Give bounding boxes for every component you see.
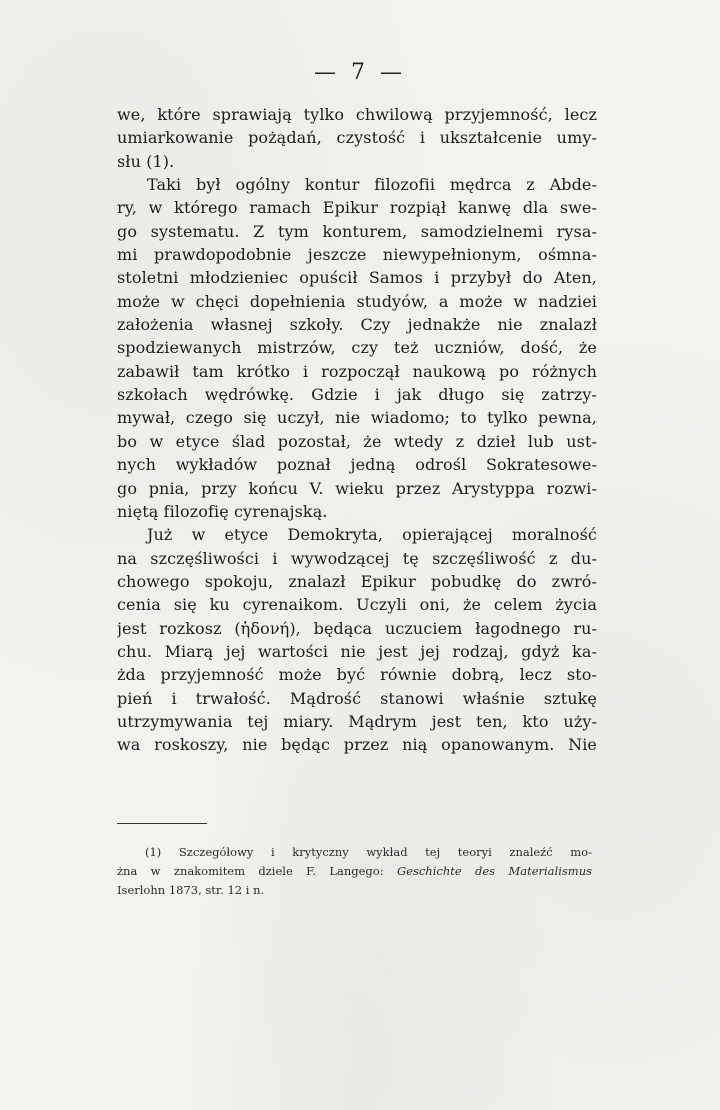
text-line: Taki był ogólny kontur filozofii mędrca z Abde- [147, 175, 597, 195]
footnote-line: (1) Szczegółowy i krytyczny wykład tej teoryi znaleźć mo- [145, 845, 592, 859]
text-line: go pnia, przy końcu V. wieku przez Arystyppa rozwi- [117, 478, 597, 498]
page-number: — 7 — [314, 60, 406, 85]
text-line: żda przyjemność może być równie dobrą, lecz sto- [117, 665, 597, 685]
text-line: ry, w którego ramach Epikur rozpiął kanwę dla swe- [117, 198, 597, 218]
main-text [117, 103, 597, 757]
text-line: założenia własnej szkoły. Czy jednakże nie znalazł [117, 315, 597, 335]
text-line: spodziewanych mistrzów, czy też uczniów, dość, że [117, 338, 597, 358]
text-line: mi prawdopodobnie jeszcze niewypełnionym, ośmna- [117, 245, 597, 265]
text-line: szkołach wędrówkę. Gdzie i jak długo się zatrzy- [117, 385, 597, 405]
text-line: cenia się ku cyrenaikom. Uczyli oni, że celem życia [117, 595, 597, 615]
text-line: pień i trwałość. Mądrość stanowi właśnie sztukę [117, 688, 597, 708]
footnote-book-title: Geschichte des Materialismus [396, 864, 592, 878]
text-line: we, które sprawiają tylko chwilową przyjemność, lecz [117, 105, 597, 124]
text-line: chu. Miarą jej wartości nie jest jej rodzaj, gdyż ka- [117, 641, 597, 661]
text-line: chowego spokoju, znalazł Epikur pobudkę do zwró- [117, 571, 597, 591]
footnote-line [117, 862, 592, 881]
text-line: mywał, czego się uczył, nie wiadomo; to tylko pewna, [117, 408, 597, 428]
footnote-divider [117, 823, 207, 824]
text-line: umiarkowanie pożądań, czystość i ukształcenie umy- [117, 128, 597, 148]
text-line: bo w etyce ślad pozostał, że wtedy z dzieł lub ust- [117, 431, 597, 451]
text-line: słu (1). [117, 151, 175, 171]
text-line: zabawił tam krótko i rozpoczął naukową po różnych [117, 361, 597, 381]
text-line: Już w etyce Demokryta, opierającej moralność [147, 525, 597, 545]
footnote-text: żna w znakomitem dziele F. Langego: [117, 864, 384, 878]
footnote [117, 843, 592, 900]
text-line: go systematu. Z tym konturem, samodzielnemi rysa- [117, 221, 597, 241]
text-line: jest rozkosz (ἡδονή), będąca uczuciem łagodnego ru- [117, 618, 597, 638]
text-line: niętą filozofię cyrenajską. [117, 501, 328, 521]
text-line: na szczęśliwości i wywodzącej tę szczęśliwość z du- [117, 548, 597, 568]
footnote-line: Iserlohn 1873, str. 12 i n. [117, 883, 265, 897]
text-line: może w chęci dopełnienia studyów, a może w nadziei [117, 291, 597, 311]
text-line: wa roskoszy, nie będąc przez nią opanowanym. Nie [117, 735, 597, 755]
text-line: utrzymywania tej miary. Mądrym jest ten, kto uży- [117, 711, 597, 731]
text-line: stoletni młodzieniec opuścił Samos i przybył do Aten, [117, 268, 597, 288]
text-line: nych wykładów poznał jedną odrośl Sokratesowe- [117, 455, 597, 475]
